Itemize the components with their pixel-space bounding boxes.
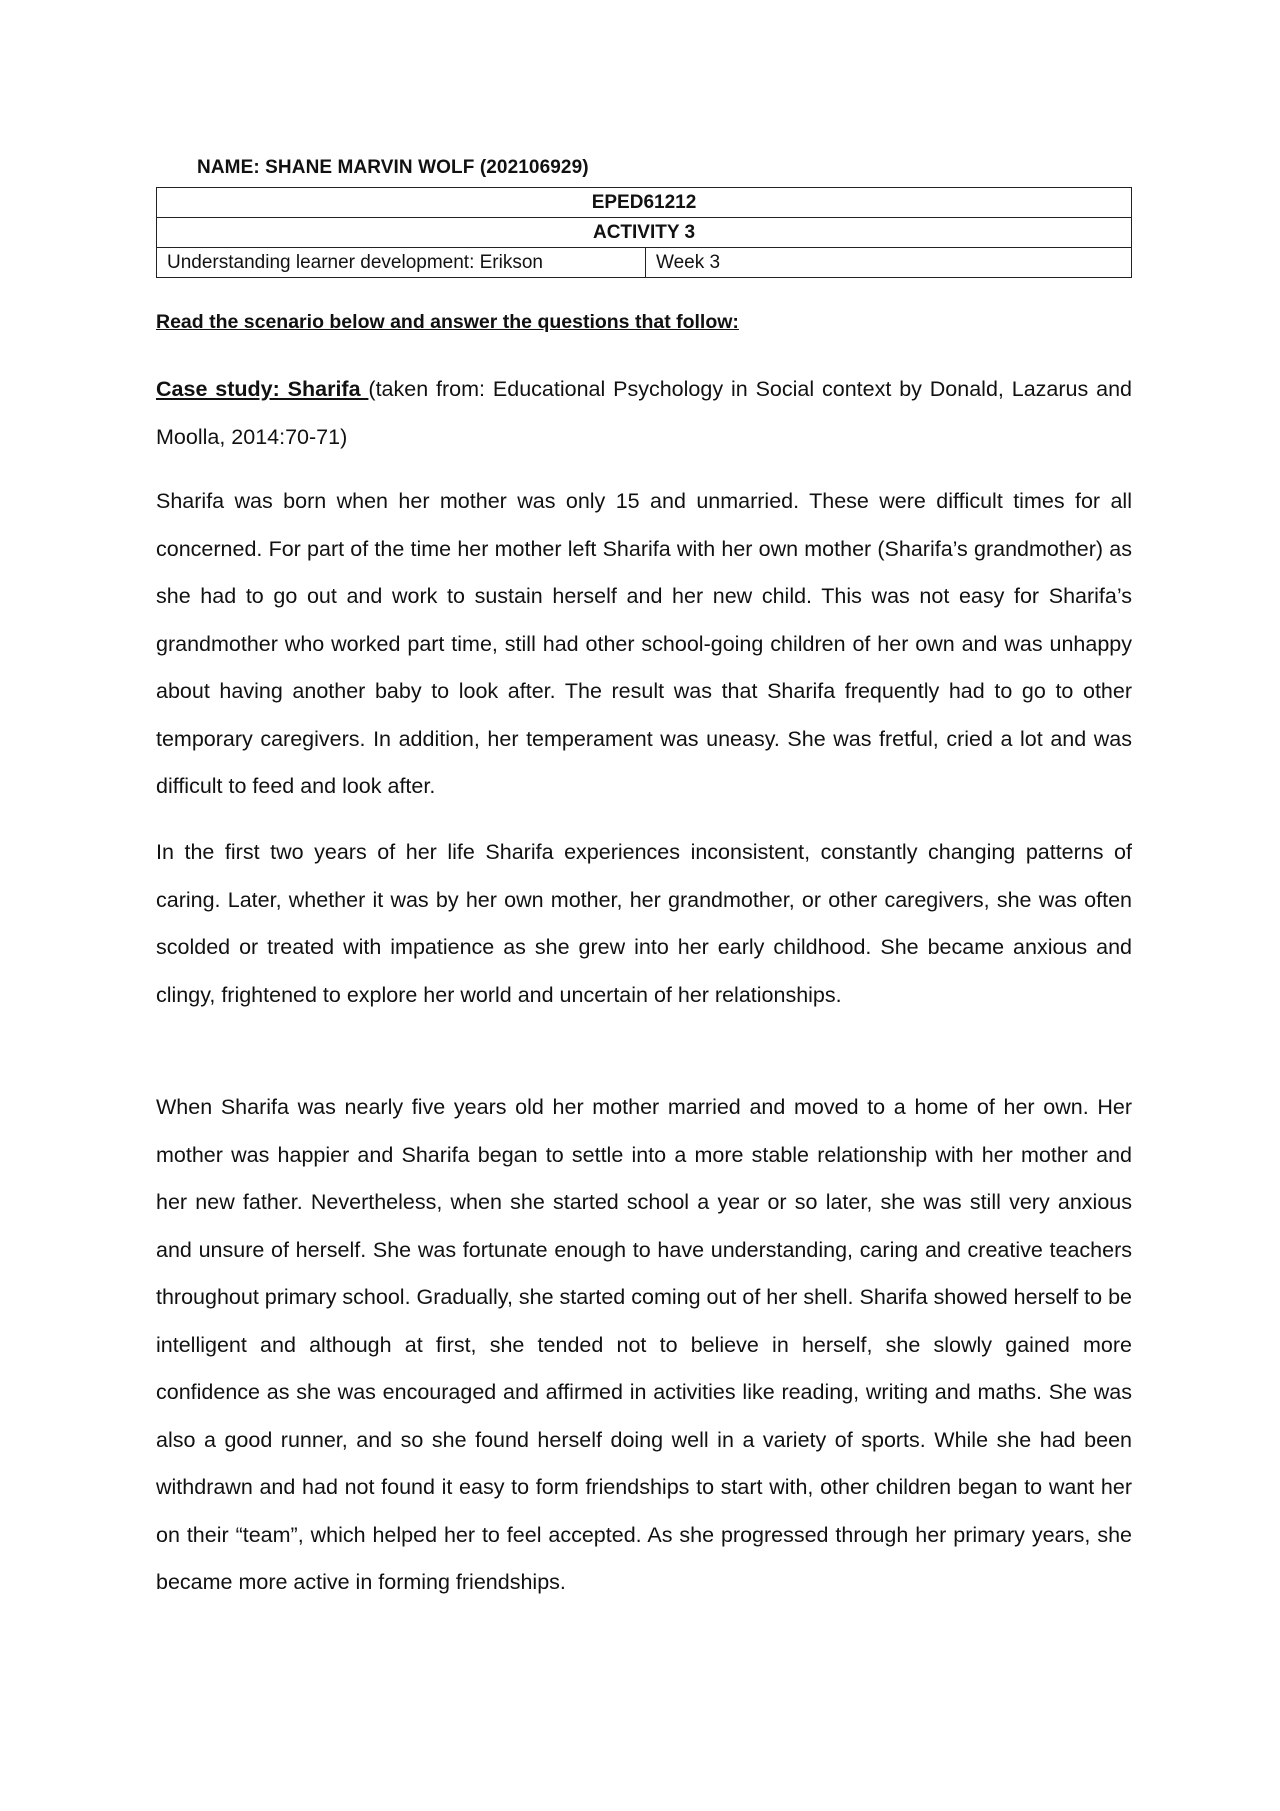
table-row <box>157 248 1132 278</box>
case-study-intro <box>156 366 1132 461</box>
paragraph-3: When Sharifa was nearly five years old her mother married and moved to a home of her own. Her mother was happier and Sharifa began to settle into a more stable relationship with her mother and her new father. Nevertheless, when she started school a year or so later, she was still very anxious and unsure of herself. She was fortunate enough to have understanding, caring and creative teachers throughout primary school. Gradually, she started coming out of her shell. Sharifa showed herself to be intelligent and although at first, she tended not to believe in herself, she slowly gained more confidence as she was encouraged and affirmed in activities like reading, writing and maths. She was also a good runner, and so she found herself doing well in a variety of sports. While she had been withdrawn and had not found it easy to form friendships to start with, other children began to want her on their “team”, which helped her to feel accepted. As she progressed through her primary years, she became more active in forming friendships. <box>156 1095 1132 1594</box>
case-study-label: Case study: Sharifa <box>156 377 369 401</box>
activity-cell: ACTIVITY 3 <box>157 218 1132 248</box>
student-name-line: NAME: SHANE MARVIN WOLF (202106929) <box>197 157 589 178</box>
paragraph-2: In the first two years of her life Sharifa experiences inconsistent, constantly changing patterns of caring. Later, whether it was by her own mother, her grandmother, or other caregivers, she was often scolded or treated with impatience as she grew into her early childhood. She became anxious and clingy, frightened to explore her world and uncertain of her relationships. <box>156 840 1132 1007</box>
table-row <box>157 188 1132 218</box>
topic-cell: Understanding learner development: Erikson <box>157 248 646 278</box>
course-info-table <box>156 187 1132 278</box>
case-study-source: (taken from: Educational Psychology in Social context by Donald, Lazarus and Moolla, 2014:70-71) <box>156 377 1132 449</box>
table-row <box>157 218 1132 248</box>
week-cell: Week 3 <box>646 248 1132 278</box>
course-code-cell: EPED61212 <box>157 188 1132 218</box>
paragraph-1: Sharifa was born when her mother was only 15 and unmarried. These were difficult times for all concerned. For part of the time her mother left Sharifa with her own mother (Sharifa’s grandmother) as she had to go out and work to sustain herself and her new child. This was not easy for Sharifa’s grandmother who worked part time, still had other school-going children of her own and was unhappy about having another baby to look after. The result was that Sharifa frequently had to go to other temporary caregivers. In addition, her temperament was uneasy. She was fretful, cried a lot and was difficult to feed and look after. <box>156 489 1132 798</box>
instruction-heading: Read the scenario below and answer the questions that follow: <box>156 311 739 333</box>
